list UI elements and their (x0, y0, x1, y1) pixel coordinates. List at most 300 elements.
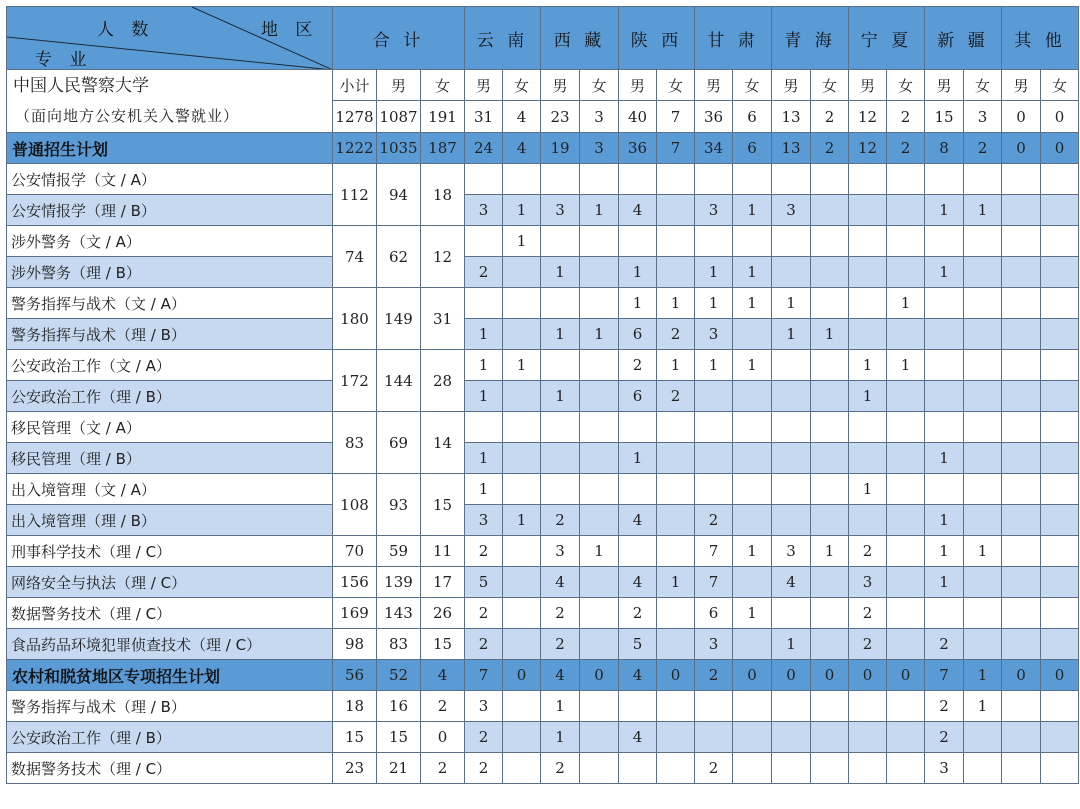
region-value-cell (580, 505, 619, 536)
region-value-cell: 3 (695, 319, 733, 350)
school-total-cell: 191 (421, 101, 465, 133)
region-value-cell: 1 (733, 288, 772, 319)
section-row (7, 133, 1079, 164)
section-total-cell: 6 (733, 133, 772, 164)
group-female: 2 (421, 691, 465, 722)
region-value-cell: 2 (925, 722, 964, 753)
region-value-cell: 1 (964, 195, 1002, 226)
section-total-cell: 0 (1041, 660, 1079, 691)
group-female: 14 (421, 412, 465, 474)
region-value-cell (580, 350, 619, 381)
table-row (7, 505, 1079, 536)
region-value-cell (964, 474, 1002, 505)
section-total-cell: 0 (811, 660, 849, 691)
region-value-cell: 7 (695, 567, 733, 598)
subheader-female: 女 (733, 70, 772, 101)
region-value-cell (964, 288, 1002, 319)
region-value-cell: 1 (541, 722, 580, 753)
subheader-female: 女 (657, 70, 695, 101)
region-value-cell (811, 598, 849, 629)
group-male: 62 (377, 226, 421, 288)
subheader-female: 女 (887, 70, 925, 101)
region-value-cell (465, 412, 503, 443)
region-value-cell (1041, 319, 1079, 350)
region-value-cell (772, 257, 811, 288)
region-value-cell: 2 (465, 722, 503, 753)
region-value-cell (925, 598, 964, 629)
school-total-cell: 2 (887, 101, 925, 133)
group-subtotal: 98 (333, 629, 377, 660)
major-name: 出入境管理（文 / A） (7, 474, 333, 505)
region-value-cell: 1 (580, 195, 619, 226)
region-value-cell: 4 (541, 567, 580, 598)
region-value-cell (925, 350, 964, 381)
section-total-cell: 0 (503, 660, 541, 691)
region-value-cell: 4 (619, 722, 657, 753)
group-subtotal: 169 (333, 598, 377, 629)
major-name: 涉外警务（文 / A） (7, 226, 333, 257)
region-value-cell: 3 (925, 753, 964, 784)
section-total-cell: 2 (695, 660, 733, 691)
region-value-cell: 1 (925, 195, 964, 226)
region-value-cell (541, 350, 580, 381)
major-name: 移民管理（文 / A） (7, 412, 333, 443)
region-value-cell: 1 (811, 319, 849, 350)
region-value-cell: 1 (619, 288, 657, 319)
region-value-cell (849, 722, 887, 753)
region-value-cell (811, 505, 849, 536)
region-value-cell (1041, 753, 1079, 784)
subheader-subtotal: 小计 (333, 70, 377, 101)
region-value-cell (580, 257, 619, 288)
section-total-cell: 0 (1002, 660, 1041, 691)
section-name: 普通招生计划 (7, 133, 333, 164)
region-value-cell (580, 381, 619, 412)
section-total-cell: 2 (811, 133, 849, 164)
region-value-cell: 1 (811, 536, 849, 567)
region-value-cell (503, 629, 541, 660)
group-subtotal: 83 (333, 412, 377, 474)
major-name: 公安政治工作（文 / A） (7, 350, 333, 381)
section-total-cell: 56 (333, 660, 377, 691)
subheader-female: 女 (580, 70, 619, 101)
section-total-cell: 2 (964, 133, 1002, 164)
region-value-cell (1041, 381, 1079, 412)
region-value-cell (1002, 350, 1041, 381)
region-value-cell (1002, 257, 1041, 288)
region-value-cell (733, 443, 772, 474)
table-row (7, 319, 1079, 350)
section-total-cell: 0 (1002, 133, 1041, 164)
major-name: 警务指挥与战术（文 / A） (7, 288, 333, 319)
group-male: 69 (377, 412, 421, 474)
region-value-cell: 2 (695, 753, 733, 784)
region-value-cell (887, 164, 925, 195)
region-value-cell: 1 (887, 350, 925, 381)
region-value-cell (811, 164, 849, 195)
region-value-cell (849, 226, 887, 257)
section-total-cell: 0 (887, 660, 925, 691)
region-value-cell (811, 629, 849, 660)
section-total-cell: 7 (925, 660, 964, 691)
region-value-cell (887, 505, 925, 536)
region-value-cell (772, 691, 811, 722)
region-value-cell: 1 (695, 288, 733, 319)
school-total-cell: 0 (1002, 101, 1041, 133)
region-value-cell (772, 443, 811, 474)
region-value-cell (964, 629, 1002, 660)
region-value-cell: 2 (925, 691, 964, 722)
header-region-qinghai: 青 海 (772, 7, 849, 70)
region-value-cell: 1 (925, 536, 964, 567)
region-value-cell (1041, 722, 1079, 753)
group-subtotal: 70 (333, 536, 377, 567)
group-female: 12 (421, 226, 465, 288)
region-value-cell (1041, 567, 1079, 598)
group-female: 31 (421, 288, 465, 350)
region-value-cell (541, 412, 580, 443)
header-region-yunnan: 云 南 (465, 7, 541, 70)
region-value-cell (887, 443, 925, 474)
region-value-cell (925, 381, 964, 412)
region-value-cell: 1 (925, 443, 964, 474)
region-value-cell: 3 (772, 195, 811, 226)
region-value-cell (772, 381, 811, 412)
region-value-cell (1002, 505, 1041, 536)
group-male: 83 (377, 629, 421, 660)
region-value-cell (657, 443, 695, 474)
region-value-cell (503, 288, 541, 319)
subheader-male: 男 (465, 70, 503, 101)
region-value-cell (733, 164, 772, 195)
diagonal-header-cell (7, 7, 333, 70)
table-row (7, 629, 1079, 660)
region-value-cell (503, 536, 541, 567)
region-value-cell: 6 (695, 598, 733, 629)
region-value-cell (1041, 536, 1079, 567)
region-value-cell (811, 474, 849, 505)
region-value-cell (887, 629, 925, 660)
region-value-cell (849, 319, 887, 350)
table-row (7, 195, 1079, 226)
region-value-cell (1041, 257, 1079, 288)
region-value-cell: 6 (619, 381, 657, 412)
subheader-female: 女 (421, 70, 465, 101)
region-value-cell (964, 753, 1002, 784)
region-value-cell: 6 (619, 319, 657, 350)
region-value-cell (619, 412, 657, 443)
table-row (7, 598, 1079, 629)
region-value-cell (1041, 629, 1079, 660)
region-value-cell (849, 753, 887, 784)
major-name: 公安情报学（文 / A） (7, 164, 333, 195)
region-value-cell (580, 288, 619, 319)
school-total-cell: 3 (580, 101, 619, 133)
region-value-cell: 5 (465, 567, 503, 598)
section-total-cell: 1 (964, 660, 1002, 691)
major-name: 食品药品环境犯罪侦查技术（理 / C） (7, 629, 333, 660)
region-value-cell (695, 443, 733, 474)
region-value-cell (657, 257, 695, 288)
subheader-row (7, 70, 1079, 101)
region-value-cell (964, 226, 1002, 257)
section-total-cell: 0 (772, 660, 811, 691)
header-region-xinjiang: 新 疆 (925, 7, 1002, 70)
region-value-cell (1041, 691, 1079, 722)
region-value-cell: 1 (580, 319, 619, 350)
region-value-cell (1002, 753, 1041, 784)
header-region-gansu: 甘 肃 (695, 7, 772, 70)
region-value-cell (657, 722, 695, 753)
region-value-cell (811, 257, 849, 288)
region-value-cell (849, 412, 887, 443)
group-male: 59 (377, 536, 421, 567)
region-value-cell (580, 412, 619, 443)
school-total-cell: 31 (465, 101, 503, 133)
region-value-cell (1041, 226, 1079, 257)
section-total-cell: 1035 (377, 133, 421, 164)
group-subtotal: 23 (333, 753, 377, 784)
region-value-cell (887, 319, 925, 350)
section-total-cell: 12 (849, 133, 887, 164)
region-value-cell (541, 443, 580, 474)
region-value-cell: 1 (657, 288, 695, 319)
table-row (7, 226, 1079, 257)
major-name: 刑事科学技术（理 / C） (7, 536, 333, 567)
region-value-cell (925, 164, 964, 195)
section-total-cell: 3 (580, 133, 619, 164)
region-value-cell: 4 (619, 567, 657, 598)
region-value-cell (657, 536, 695, 567)
region-value-cell (695, 474, 733, 505)
region-value-cell (772, 722, 811, 753)
group-female: 2 (421, 753, 465, 784)
section-total-cell: 0 (733, 660, 772, 691)
region-value-cell: 1 (541, 381, 580, 412)
region-value-cell (849, 195, 887, 226)
region-value-cell (733, 567, 772, 598)
region-value-cell (657, 195, 695, 226)
region-value-cell: 5 (619, 629, 657, 660)
region-value-cell (811, 195, 849, 226)
major-name: 警务指挥与战术（理 / B） (7, 691, 333, 722)
major-name: 数据警务技术（理 / C） (7, 753, 333, 784)
region-value-cell: 3 (695, 195, 733, 226)
region-value-cell (619, 753, 657, 784)
region-value-cell (733, 381, 772, 412)
region-value-cell (619, 691, 657, 722)
region-value-cell (657, 474, 695, 505)
region-value-cell (733, 226, 772, 257)
school-total-cell: 4 (503, 101, 541, 133)
region-value-cell (811, 381, 849, 412)
school-total-cell: 1278 (333, 101, 377, 133)
region-value-cell: 2 (657, 319, 695, 350)
region-value-cell (541, 474, 580, 505)
group-female: 28 (421, 350, 465, 412)
region-value-cell: 2 (465, 753, 503, 784)
region-value-cell (695, 164, 733, 195)
region-value-cell (503, 567, 541, 598)
region-value-cell: 1 (925, 505, 964, 536)
group-male: 93 (377, 474, 421, 536)
header-people-label: 人 数 (97, 20, 155, 40)
region-value-cell (657, 691, 695, 722)
region-value-cell: 1 (733, 598, 772, 629)
region-value-cell: 4 (619, 195, 657, 226)
section-total-cell: 24 (465, 133, 503, 164)
region-value-cell (887, 691, 925, 722)
school-total-cell: 3 (964, 101, 1002, 133)
region-value-cell (695, 722, 733, 753)
region-value-cell (657, 598, 695, 629)
region-value-cell (541, 226, 580, 257)
region-value-cell (580, 443, 619, 474)
region-value-cell (925, 226, 964, 257)
section-total-cell: 0 (849, 660, 887, 691)
region-value-cell (1002, 722, 1041, 753)
subheader-male: 男 (541, 70, 580, 101)
group-female: 15 (421, 629, 465, 660)
region-value-cell (503, 598, 541, 629)
region-value-cell: 2 (657, 381, 695, 412)
region-value-cell (580, 691, 619, 722)
region-value-cell (503, 443, 541, 474)
region-value-cell: 1 (733, 195, 772, 226)
region-value-cell (733, 319, 772, 350)
region-value-cell: 2 (925, 629, 964, 660)
section-total-cell: 2 (887, 133, 925, 164)
region-value-cell (580, 598, 619, 629)
region-value-cell (1002, 412, 1041, 443)
region-value-cell: 2 (465, 536, 503, 567)
region-value-cell: 1 (619, 257, 657, 288)
region-value-cell (695, 412, 733, 443)
table-row (7, 412, 1079, 443)
region-value-cell (1002, 226, 1041, 257)
region-value-cell (811, 691, 849, 722)
region-value-cell: 3 (465, 505, 503, 536)
region-value-cell (1041, 288, 1079, 319)
region-value-cell (772, 505, 811, 536)
section-total-cell: 4 (619, 660, 657, 691)
region-value-cell: 2 (541, 629, 580, 660)
region-value-cell: 2 (465, 257, 503, 288)
region-value-cell (541, 164, 580, 195)
section-total-cell: 13 (772, 133, 811, 164)
section-total-cell: 0 (580, 660, 619, 691)
region-value-cell (1041, 350, 1079, 381)
region-value-cell (849, 691, 887, 722)
school-total-cell: 1087 (377, 101, 421, 133)
subheader-female: 女 (964, 70, 1002, 101)
region-value-cell: 1 (541, 319, 580, 350)
section-total-cell: 7 (465, 660, 503, 691)
region-value-cell (465, 226, 503, 257)
region-value-cell (1041, 505, 1079, 536)
group-male: 149 (377, 288, 421, 350)
group-male: 16 (377, 691, 421, 722)
table-row (7, 474, 1079, 505)
group-male: 94 (377, 164, 421, 226)
region-value-cell: 1 (772, 319, 811, 350)
region-value-cell (733, 753, 772, 784)
region-value-cell: 3 (772, 536, 811, 567)
region-value-cell (1041, 598, 1079, 629)
major-name: 移民管理（理 / B） (7, 443, 333, 474)
region-value-cell (733, 722, 772, 753)
region-value-cell (887, 381, 925, 412)
table-row (7, 164, 1079, 195)
subheader-male: 男 (619, 70, 657, 101)
region-value-cell (1041, 164, 1079, 195)
region-value-cell (657, 505, 695, 536)
region-value-cell: 2 (619, 350, 657, 381)
section-total-cell: 1222 (333, 133, 377, 164)
region-value-cell: 1 (964, 536, 1002, 567)
region-value-cell: 1 (657, 567, 695, 598)
region-value-cell: 2 (849, 598, 887, 629)
section-total-cell: 36 (619, 133, 657, 164)
region-value-cell: 3 (465, 195, 503, 226)
region-value-cell (657, 226, 695, 257)
school-total-cell: 13 (772, 101, 811, 133)
header-region-label: 地 区 (261, 20, 319, 40)
region-value-cell: 1 (503, 350, 541, 381)
region-value-cell (1002, 381, 1041, 412)
region-value-cell: 1 (733, 257, 772, 288)
section-total-cell: 4 (421, 660, 465, 691)
group-female: 18 (421, 164, 465, 226)
subheader-female: 女 (1041, 70, 1079, 101)
section-total-cell: 0 (657, 660, 695, 691)
section-total-cell: 7 (657, 133, 695, 164)
region-value-cell (887, 474, 925, 505)
region-value-cell: 7 (695, 536, 733, 567)
region-value-cell (925, 319, 964, 350)
region-value-cell (503, 691, 541, 722)
region-value-cell: 2 (465, 598, 503, 629)
region-value-cell: 1 (964, 691, 1002, 722)
region-value-cell (849, 443, 887, 474)
region-value-cell: 1 (503, 226, 541, 257)
region-value-cell (580, 226, 619, 257)
region-value-cell (503, 257, 541, 288)
section-total-cell: 4 (503, 133, 541, 164)
region-value-cell (964, 505, 1002, 536)
region-value-cell (733, 691, 772, 722)
region-value-cell (733, 412, 772, 443)
subheader-male: 男 (772, 70, 811, 101)
region-value-cell: 1 (465, 319, 503, 350)
region-value-cell (619, 164, 657, 195)
school-total-cell: 7 (657, 101, 695, 133)
header-region-other: 其 他 (1002, 7, 1079, 70)
region-value-cell (772, 474, 811, 505)
region-value-cell (811, 288, 849, 319)
subheader-male: 男 (849, 70, 887, 101)
region-value-cell (1041, 195, 1079, 226)
region-value-cell: 3 (541, 195, 580, 226)
region-value-cell: 1 (772, 288, 811, 319)
region-value-cell (1002, 629, 1041, 660)
region-value-cell (1002, 691, 1041, 722)
major-name: 警务指挥与战术（理 / B） (7, 319, 333, 350)
region-value-cell: 2 (465, 629, 503, 660)
group-female: 26 (421, 598, 465, 629)
region-value-cell (1002, 443, 1041, 474)
major-name: 公安情报学（理 / B） (7, 195, 333, 226)
